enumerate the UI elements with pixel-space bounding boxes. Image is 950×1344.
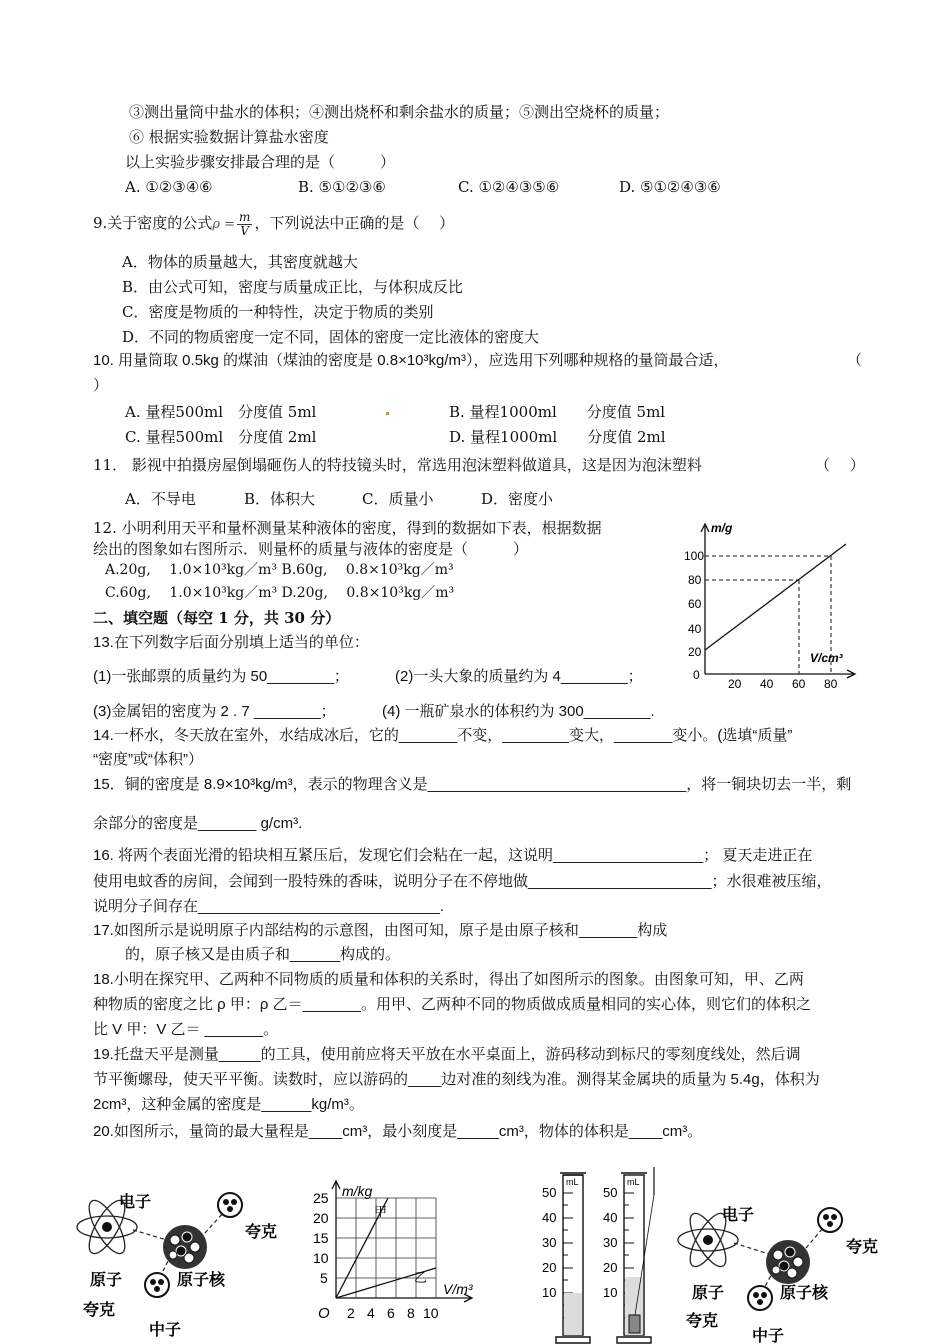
cylinder-1-tick-label: 20 xyxy=(542,1260,557,1275)
q10-paren-open: （ xyxy=(847,352,863,369)
q13-item-4: (4) 一瓶矿泉水的体积约为 300________. xyxy=(382,703,655,720)
q12-xtick: 20 xyxy=(728,677,742,690)
q18-line1: 18.小明在探究甲、乙两种不同物质的质量和体积的关系时，得出了如图所示的图象。由图象可知，甲、乙两 xyxy=(93,971,804,988)
q18-line2: 种物质的密度之比 ρ 甲：ρ 乙＝_______。用甲、乙两种不同的物质做成质量相同的实心体，则它们的体积之 xyxy=(93,996,811,1013)
q18-x-label: V/m³ xyxy=(443,1281,473,1297)
label-quark: 夸克 xyxy=(846,1239,879,1256)
q9-option-d: D．不同的物质密度一定不同，固体的密度一定比液体的密度大 xyxy=(122,328,540,346)
quark-icon xyxy=(818,1208,842,1232)
cylinder-2-tick-label: 30 xyxy=(603,1235,618,1250)
q8-steps-b: ⑥ 根据实验数据计算盐水密度 xyxy=(129,128,329,146)
q12-ytick: 100 xyxy=(684,549,705,563)
cylinder-1-tick-label: 30 xyxy=(542,1235,557,1250)
label-atom: 原子 xyxy=(692,1285,725,1302)
q18-xtick: 6 xyxy=(387,1305,395,1321)
q8-steps-a: ③测出量筒中盐水的体积；④测出烧杯和剩余盐水的质量；⑤测出空烧杯的质量； xyxy=(129,103,670,121)
q18-series-yi: 乙 xyxy=(414,1270,428,1285)
q10-option-c: C. 量程500ml 分度值 2ml xyxy=(125,428,317,446)
q13-stem: 13.在下列数字后面分别填上适当的单位： xyxy=(93,634,369,651)
atom-center xyxy=(102,1222,112,1232)
q9-prefix: 9.关于密度的公式 xyxy=(93,214,213,232)
q18-ytick: 10 xyxy=(313,1250,329,1266)
cylinder-2-tick-label: 10 xyxy=(603,1285,618,1300)
q9-option-b: B．由公式可知，密度与质量成正比，与体积成反比 xyxy=(122,278,464,296)
atom-center xyxy=(703,1235,713,1245)
q18-ytick: 5 xyxy=(320,1270,328,1286)
cylinder-2-tick-label: 40 xyxy=(603,1210,618,1225)
q8-question: 以上实验步骤安排最合理的是（ ） xyxy=(125,153,396,171)
q13-item-2: (2)一头大象的质量约为 4________； xyxy=(395,668,643,685)
q11-paren: （ ） xyxy=(815,456,865,474)
q18-origin: O xyxy=(318,1305,330,1322)
label-nucleus: 原子核 xyxy=(177,1272,226,1289)
q8-option-c: C. ①②④③⑤⑥ xyxy=(458,178,560,196)
q12-ytick: 0 xyxy=(693,668,700,682)
q18-series-jia: 甲 xyxy=(374,1204,388,1219)
q19-line1: 19.托盘天平是测量_____的工具，使用前应将天平放在水平桌面上，游码移动到标尺的零刻度线处，然后调 xyxy=(93,1046,801,1063)
neutron-icon xyxy=(145,1273,169,1297)
q15-line1: 15．铜的密度是 8.9×10³kg/m³，表示的物理含义是_______________________________，将一铜块切去一半，剩 xyxy=(93,776,852,793)
nucleus-icon xyxy=(766,1240,810,1284)
q12-xtick: 80 xyxy=(824,677,838,690)
label-electron: 电子 xyxy=(119,1194,152,1211)
cylinder-1-tick-label: 40 xyxy=(542,1210,557,1225)
q18-xtick: 10 xyxy=(423,1305,439,1321)
submerged-object xyxy=(629,1315,640,1333)
q9-suffix: ，下列说法中正确的是（ ） xyxy=(254,214,455,232)
q17-line2: 的，原子核又是由质子和______构成的。 xyxy=(125,946,401,963)
q18-ytick: 20 xyxy=(313,1210,329,1226)
q13-item-3: (3)金属铝的密度为 2 . 7 ________； xyxy=(93,703,336,720)
q18-y-label: m/kg xyxy=(342,1183,373,1199)
label-atom: 原子 xyxy=(90,1272,123,1289)
cylinder-2-unit: mL xyxy=(627,1177,640,1187)
measuring-cylinders-figure xyxy=(536,1165,676,1344)
q10-option-a: A. 量程500ml 分度值 5ml xyxy=(125,403,317,421)
q10-paren-close: ） xyxy=(93,377,109,394)
q8-option-d: D. ⑤①②④③⑥ xyxy=(619,178,721,196)
q9-formula-fraction xyxy=(237,211,252,238)
cylinder-2-tick-label: 50 xyxy=(603,1185,618,1200)
q9-stem xyxy=(93,205,454,245)
cylinder-2-tick-label: 20 xyxy=(603,1260,618,1275)
cylinder-1-tick-label: 10 xyxy=(542,1285,557,1300)
q13-item-1: (1)一张邮票的质量约为 50________； xyxy=(93,668,349,685)
q11-stem: 11． 影视中拍摄房屋倒塌砸伤人的特技镜头时，常选用泡沫塑料做道具，这是因为泡沫塑料 xyxy=(93,456,702,474)
q9-formula-denominator: V xyxy=(240,223,250,238)
neutron-icon xyxy=(748,1286,772,1310)
q10-option-b: B. 量程1000ml 分度值 5ml xyxy=(449,403,666,421)
q9-option-c: C．密度是物质的一种特性，决定于物质的类别 xyxy=(122,303,434,321)
q12-mass-volume-graph xyxy=(683,518,863,690)
q12-ytick: 20 xyxy=(688,645,702,659)
q18-ytick: 25 xyxy=(313,1190,329,1206)
q19-line2: 节平衡螺母，使天平平衡。读数时，应以游码的____边对准的刻线为准。测得某金属块的质量为 5.4g，体积为 xyxy=(93,1071,820,1088)
nucleus-icon xyxy=(163,1225,207,1269)
label-electron: 电子 xyxy=(722,1207,755,1224)
q14-line2: “密度”或“体积”） xyxy=(93,751,203,768)
q9-formula-numerator: m xyxy=(238,209,251,224)
q18-line3: 比 V 甲：V 乙＝ _______。 xyxy=(93,1021,279,1038)
label-nucleus: 原子核 xyxy=(780,1285,829,1302)
q11-option-b: B．体积大 xyxy=(244,490,316,508)
q12-ytick: 40 xyxy=(688,622,702,636)
cylinder-1-liquid xyxy=(564,1293,582,1335)
q8-option-b: B. ⑤①②③⑥ xyxy=(298,178,386,196)
q20-stem: 20.如图所示，量筒的最大量程是____cm³，最小刻度是_____cm³，物体的体积是____cm³。 xyxy=(93,1123,703,1140)
q18-xtick: 4 xyxy=(367,1305,375,1321)
q12-y-label: m/g xyxy=(711,521,733,535)
q19-line3: 2cm³，这种金属的密度是______kg/m³。 xyxy=(93,1096,364,1113)
q18-mass-volume-graph xyxy=(306,1178,486,1330)
q18-xtick: 8 xyxy=(407,1305,415,1321)
atom-structure-figure-left xyxy=(75,1185,285,1340)
q12-stem-line1: 12. 小明利用天平和量杯测量某种液体的密度，得到的数据如下表，根据数据 xyxy=(93,519,602,537)
q18-ytick: 15 xyxy=(313,1230,329,1246)
label-quark: 夸克 xyxy=(245,1224,278,1241)
q15-line2: 余部分的密度是_______ g/cm³. xyxy=(93,815,303,832)
q8-option-a: A. ①②③④⑥ xyxy=(125,178,213,196)
q16-line3: 说明分子间存在_____________________________. xyxy=(93,898,445,915)
q11-option-d: D．密度小 xyxy=(481,490,554,508)
q16-line1: 16. 将两个表面光滑的铅块相互紧压后，发现它们会粘在一起，这说明__________________； 夏天走进正在 xyxy=(93,847,813,864)
atom-structure-figure-right xyxy=(668,1198,883,1344)
stray-dot xyxy=(386,412,389,415)
q16-line2: 使用电蚊香的房间，会闻到一股特殊的香味，说明分子在不停地做______________________；水很难被压缩， xyxy=(93,873,832,890)
label-neutron: 中子 xyxy=(752,1328,785,1344)
quark-icon xyxy=(218,1193,242,1217)
label-quark-2: 夸克 xyxy=(686,1313,719,1330)
q12-options-ab: A.20g, 1.0×10³kg／m³ B.60g, 0.8×10³kg／m³ xyxy=(105,562,454,578)
q12-stem-line2: 绘出的图象如右图所示．则量杯的质量与液体的密度是（ ） xyxy=(93,540,529,558)
q9-option-a: A．物体的质量越大，其密度就越大 xyxy=(122,253,358,271)
q12-x-label: V/cm³ xyxy=(810,651,843,665)
q12-xtick: 40 xyxy=(760,677,774,690)
q10-stem: 10. 用量筒取 0.5kg 的煤油（煤油的密度是 0.8×10³kg/m³），应选用下列哪种规格的量筒最合适， xyxy=(93,352,729,369)
q14-line1: 14.一杯水，冬天放在室外，水结成冰后，它的_______不变，________变大，_______变小。(选填“质量” xyxy=(93,727,793,744)
q12-data-line xyxy=(705,544,846,650)
label-quark-2: 夸克 xyxy=(83,1302,116,1319)
label-neutron: 中子 xyxy=(149,1322,182,1339)
q12-options-cd: C.60g, 1.0×10³kg／m³ D.20g, 0.8×10³kg／m³ xyxy=(105,585,455,601)
q18-xtick: 2 xyxy=(347,1305,355,1321)
q11-option-a: A．不导电 xyxy=(125,490,196,508)
q12-ytick: 60 xyxy=(688,597,702,611)
cylinder-1-tick-label: 50 xyxy=(542,1185,557,1200)
cylinder-1-unit: mL xyxy=(566,1177,579,1187)
q12-xtick: 60 xyxy=(792,677,806,690)
q12-ytick: 80 xyxy=(688,573,702,587)
section-2-heading: 二、填空题（每空 1 分，共 30 分） xyxy=(93,609,341,627)
q17-line1: 17.如图所示是说明原子内部结构的示意图，由图可知，原子是由原子核和_______构成 xyxy=(93,922,668,939)
q11-option-c: C．质量小 xyxy=(362,490,434,508)
q9-formula-rho: ρ = xyxy=(212,217,235,232)
q10-option-d: D. 量程1000ml 分度值 2ml xyxy=(449,428,666,446)
